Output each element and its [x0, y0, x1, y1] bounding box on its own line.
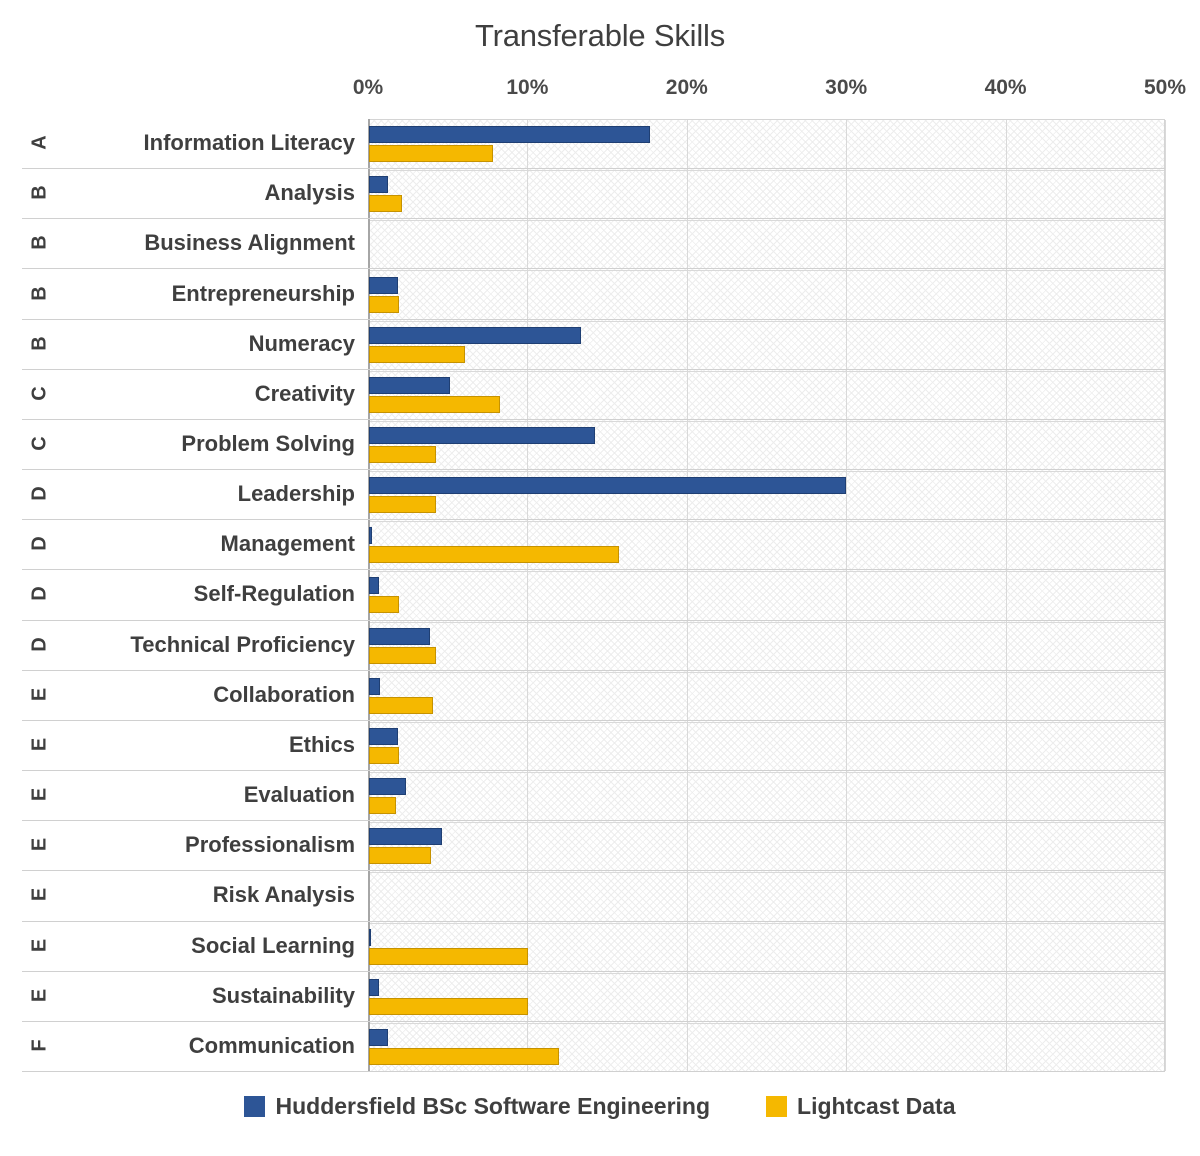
bar-series-2[interactable] [369, 296, 399, 313]
group-letter-label: D [28, 486, 51, 501]
x-tick-label: 50% [1143, 76, 1187, 99]
bar-series-2[interactable] [369, 195, 402, 212]
category-label: Creativity [254, 380, 355, 406]
x-tick-label: 30% [825, 76, 868, 99]
group-letter-label: D [28, 636, 51, 652]
bar-series-2[interactable] [369, 596, 399, 613]
bar-series-1[interactable] [369, 828, 442, 845]
group-letter-label: B [28, 235, 51, 251]
bar-series-1[interactable] [369, 577, 379, 594]
bar-series-1[interactable] [369, 277, 398, 294]
bar-series-1[interactable] [369, 527, 372, 544]
bar-series-1[interactable] [369, 778, 406, 795]
bar-series-2[interactable] [369, 747, 399, 764]
legend-label-series-2: Lightcast Data [797, 1093, 956, 1119]
category-label: Collaboration [213, 681, 355, 707]
chart-row [0, 922, 1200, 972]
bar-series-2[interactable] [369, 1048, 559, 1065]
bar-series-2[interactable] [369, 496, 436, 513]
group-letter-label: E [28, 687, 51, 701]
group-letter-label: E [28, 938, 51, 952]
group-letter-label: E [28, 787, 51, 802]
bar-series-1[interactable] [369, 678, 380, 695]
bar-series-2[interactable] [369, 546, 619, 563]
group-letter-label: E [28, 838, 51, 852]
category-label: Technical Proficiency [130, 631, 355, 657]
group-letter-label: B [28, 185, 51, 200]
bar-series-1[interactable] [369, 628, 430, 645]
bar-series-1[interactable] [369, 477, 846, 494]
bar-series-1[interactable] [369, 126, 650, 143]
bar-series-2[interactable] [369, 396, 500, 413]
category-label: Entrepreneurship [171, 280, 355, 306]
bar-series-1[interactable] [369, 176, 388, 193]
category-label: Communication [188, 1032, 355, 1058]
group-letter-label: C [28, 386, 51, 401]
bar-series-1[interactable] [369, 377, 450, 394]
legend-label-series-1: Huddersfield BSc Software Engineering [275, 1093, 711, 1119]
chart-row [0, 721, 1200, 771]
category-label: Analysis [264, 180, 355, 206]
chart-row [0, 520, 1200, 570]
chart-row [0, 119, 1200, 169]
category-label: Sustainability [211, 982, 355, 1008]
chart-row [0, 219, 1200, 269]
category-label: Social Learning [191, 932, 355, 958]
category-label: Risk Analysis [212, 882, 355, 908]
bar-series-1[interactable] [369, 728, 398, 745]
group-letter-label: D [28, 586, 51, 602]
legend-item-series-1[interactable] [244, 1093, 710, 1120]
category-label: Problem Solving [181, 431, 355, 457]
category-label: Evaluation [243, 782, 355, 808]
group-letter-label: B [28, 285, 51, 301]
legend-item-series-2[interactable] [766, 1093, 955, 1120]
group-letter-label: B [28, 335, 51, 351]
bar-series-1[interactable] [369, 327, 581, 344]
category-label: Self-Regulation [193, 581, 355, 607]
category-label: Business Alignment [144, 230, 355, 256]
group-letter-label: E [28, 988, 51, 1002]
bar-series-1[interactable] [369, 979, 379, 996]
category-label: Information Literacy [143, 130, 355, 156]
chart-row [0, 320, 1200, 370]
bar-series-2[interactable] [369, 647, 436, 664]
x-tick-label: 40% [984, 76, 1027, 99]
chart-row [0, 470, 1200, 520]
group-letter-label: E [28, 737, 51, 752]
legend-swatch-icon-series-1 [244, 1096, 265, 1117]
group-letter-label: E [28, 888, 51, 902]
category-label: Leadership [237, 481, 355, 507]
bar-series-1[interactable] [369, 1029, 388, 1046]
bar-series-2[interactable] [369, 697, 433, 714]
chart-row [0, 420, 1200, 470]
chart-row [0, 621, 1200, 671]
x-tick-label: 20% [665, 76, 708, 99]
bar-series-1[interactable] [369, 427, 595, 444]
x-tick-label: 0% [352, 76, 384, 99]
group-letter-label: A [28, 135, 51, 150]
group-letter-label: D [28, 536, 51, 552]
chart-row [0, 771, 1200, 821]
chart-row [0, 1022, 1200, 1072]
chart-row [0, 972, 1200, 1022]
chart-row [0, 269, 1200, 319]
chart-title: Transferable Skills [474, 18, 726, 53]
bar-series-1[interactable] [369, 929, 371, 946]
bar-series-2[interactable] [369, 446, 436, 463]
group-letter-label: F [28, 1039, 51, 1052]
x-tick-label: 10% [506, 76, 549, 99]
legend-swatch-icon-series-2 [766, 1096, 787, 1117]
chart-row [0, 570, 1200, 620]
chart-row [0, 671, 1200, 721]
category-label: Numeracy [248, 330, 355, 356]
chart-row [0, 821, 1200, 871]
row-separator [22, 1071, 1165, 1072]
chart-rows [0, 119, 1200, 1072]
bar-series-2[interactable] [369, 847, 431, 864]
bar-series-2[interactable] [369, 998, 528, 1015]
category-label: Ethics [288, 731, 355, 757]
x-axis-tick-labels [0, 76, 1200, 102]
bar-series-2[interactable] [369, 145, 493, 162]
category-label: Professionalism [185, 832, 355, 858]
group-letter-label: C [28, 436, 51, 451]
chart-row [0, 169, 1200, 219]
chart-row [0, 370, 1200, 420]
chart-legend [0, 1093, 1200, 1120]
category-label: Management [220, 531, 355, 557]
chart-row [0, 871, 1200, 921]
bar-series-2[interactable] [369, 948, 528, 965]
bar-series-2[interactable] [369, 346, 465, 363]
bar-series-2[interactable] [369, 797, 396, 814]
